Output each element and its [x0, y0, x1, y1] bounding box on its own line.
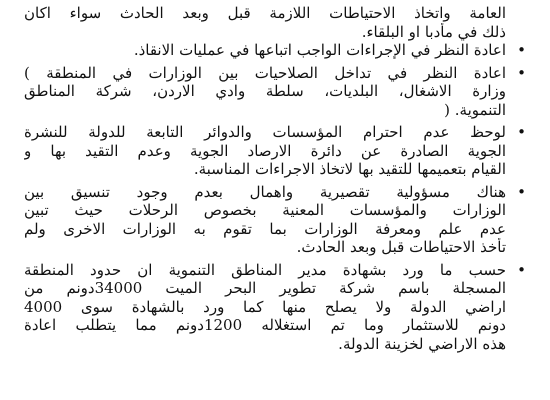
text-line: ذلك في مأدبا او البلقاء. — [361, 22, 506, 41]
text-line: الجوية الصادرة عن دائرة الارصاد الجوية وعدم التقيد بها و — [24, 141, 506, 160]
text-line: حسب ما ورد بشهادة مدير المناطق التنموية ان حدود المنطقة — [24, 260, 506, 279]
text-line: هذه الاراضي لخزينة الدولة. — [338, 334, 506, 353]
bullet-icon: • — [517, 123, 526, 141]
intro-paragraph — [24, 4, 506, 41]
text-line: هناك مسؤولية تقصيرية واهمال بعدم وجود تنسيق بين — [24, 182, 506, 201]
text-line: دونم للاستثمار وما تم استغلاله 1200دونم مما يتطلب اعادة — [24, 316, 506, 334]
bullet-icon: • — [517, 260, 526, 279]
bullet-item-authorities — [24, 63, 526, 120]
bullet-item-land — [24, 260, 526, 354]
bullet-item-coordination — [24, 182, 526, 257]
bullet-icon: • — [517, 63, 526, 82]
text-line: اعادة النظر في تداخل الصلاحيات بين الوزارات في المنطقة ) — [24, 63, 506, 82]
text-line: عدم علم ومعرفة الوزارات بما تقوم به الوزارات الاخرى ولم — [24, 219, 506, 238]
bullet-icon: • — [517, 182, 526, 201]
text-line: وزارة الاشغال، البلديات، سلطة وادي الاردن، شركة المناطق — [24, 82, 506, 100]
text-line: التنموية. ( — [444, 100, 506, 119]
text-line: الوزارات والمؤسسات المعنية بخصوص الرحلات حيث تبين — [24, 201, 506, 219]
text-line: العامة واتخاذ الاحتياطات اللازمة قبل وبعد الحادث سواء اكان — [24, 4, 506, 22]
text-line: اراضي الدولة ولا يصلح منها كما ورد بالشهادة سوى 4000 — [24, 297, 506, 316]
text-line: المسجلة باسم شركة تطوير البحر الميت 34000دونم من — [24, 279, 506, 297]
bullet-item-weather — [24, 123, 526, 179]
text-line: تأخذ الاحتياطات قبل وبعد الحادث. — [296, 238, 506, 256]
bullet-item-rescue — [24, 41, 526, 60]
text-line: القيام بتعميمها للتقيد بها لاتخاذ الاجراءات المناسبة. — [193, 160, 506, 178]
bullet-icon: • — [517, 41, 526, 59]
text-line: لوحظ عدم احترام المؤسسات والدوائر التابعة للدولة للنشرة — [24, 123, 506, 141]
text-line: اعادة النظر في الإجراءات الواجب اتباعها في عمليات الانقاذ. — [133, 41, 506, 59]
